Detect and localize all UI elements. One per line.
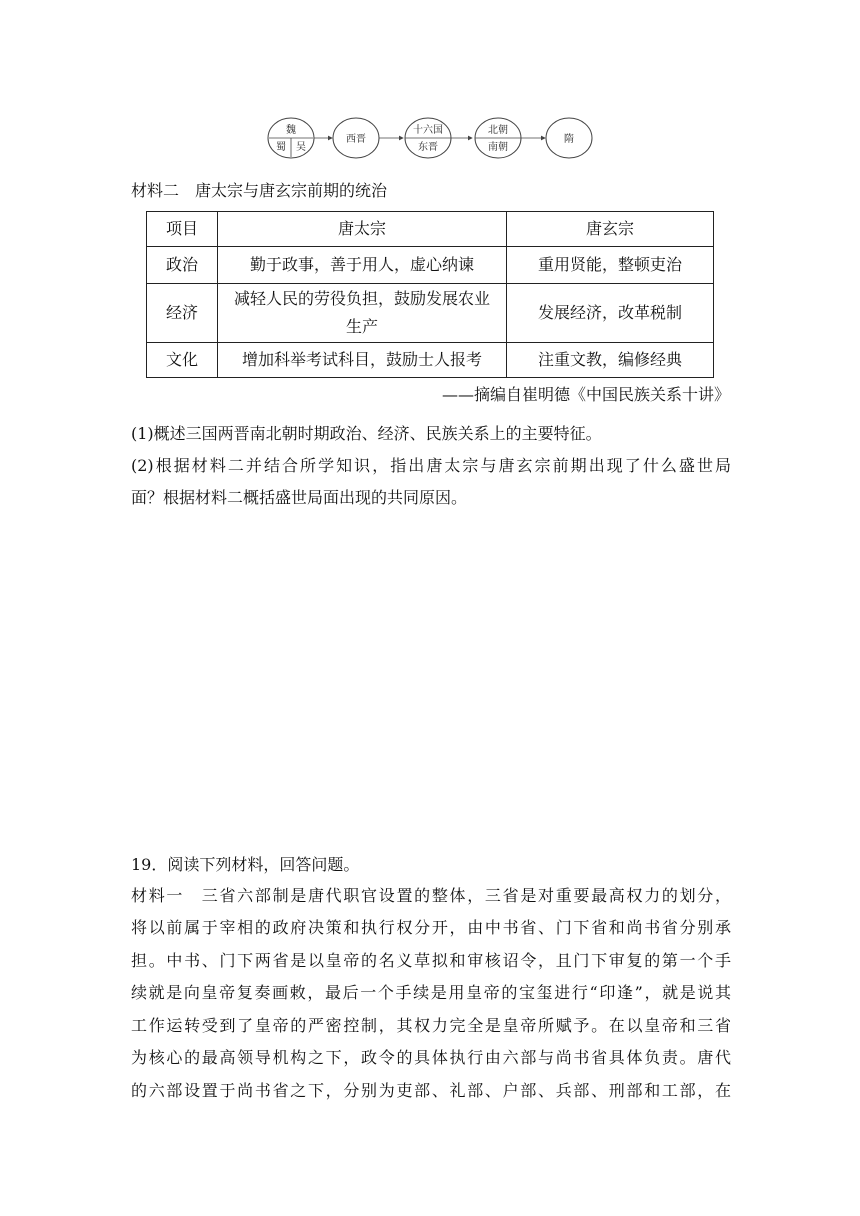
q19-line: 为核心的最高领导机构之下，政令的具体执行由六部与尚书省具体负责。唐代 bbox=[131, 1048, 731, 1067]
q19-line: 的六部设置于尚书省之下，分别为吏部、礼部、户部、兵部、刑部和工部，在 bbox=[131, 1081, 731, 1100]
q19-line: 续就是向皇帝复奏画敕，最后一个手续是用皇帝的宝玺进行“印逢”，就是说其 bbox=[131, 983, 731, 1002]
flow-node-5 bbox=[546, 118, 592, 158]
flow-node-3-top: 十六国 bbox=[413, 125, 443, 136]
flow-node-2-label: 西晋 bbox=[346, 134, 366, 145]
table-header-row bbox=[147, 212, 714, 247]
flow-node-3-bottom: 东晋 bbox=[418, 142, 438, 153]
header-item: 项目 bbox=[147, 212, 218, 247]
question-19-stem: 19．阅读下列材料，回答问题。 bbox=[131, 855, 360, 874]
table-row bbox=[147, 343, 714, 378]
row-culture-item: 文化 bbox=[147, 343, 218, 378]
question-1: (1)概述三国两晋南北朝时期政治、经济、民族关系上的主要特征。 bbox=[131, 424, 602, 443]
question-2-line2: 面？根据材料二概括盛世局面出现的共同原因。 bbox=[131, 488, 468, 507]
reign-comparison-table bbox=[146, 211, 714, 378]
flow-node-1-top: 魏 bbox=[286, 125, 296, 136]
row-economy-taizong bbox=[218, 284, 507, 343]
header-taizong: 唐太宗 bbox=[218, 212, 507, 247]
flow-node-1-bottom-right: 吴 bbox=[296, 142, 306, 153]
header-xuanzong: 唐玄宗 bbox=[507, 212, 714, 247]
flow-node-1 bbox=[268, 118, 314, 158]
row-culture-xuanzong: 注重文教，编修经典 bbox=[507, 343, 714, 378]
flow-node-4-bottom: 南朝 bbox=[488, 142, 508, 153]
flow-node-5-label: 隋 bbox=[564, 134, 574, 145]
material2-source: ——摘编自崔明德《中国民族关系十讲》 bbox=[441, 385, 730, 404]
q19-line: 担。中书、门下两省是以皇帝的名义草拟和审核诏令，且门下审复的第一个手 bbox=[131, 951, 731, 970]
table-row bbox=[147, 284, 714, 343]
row-economy-taizong-line1: 减轻人民的劳役负担，鼓励发展农业 bbox=[233, 289, 490, 308]
flow-node-3 bbox=[405, 118, 451, 158]
row-politics-xuanzong: 重用贤能，整顿吏治 bbox=[507, 247, 714, 284]
flow-node-2 bbox=[333, 118, 379, 158]
flow-node-4 bbox=[475, 118, 521, 158]
q19-line: 工作运转受到了皇帝的严密控制，其权力完全是皇帝所赋予。在以皇帝和三省 bbox=[131, 1016, 731, 1035]
q19-line: 材料一 三省六部制是唐代职官设置的整体，三省是对重要最高权力的划分， bbox=[131, 886, 731, 905]
material2-heading: 材料二 唐太宗与唐玄宗前期的统治 bbox=[131, 181, 388, 200]
row-culture-taizong: 增加科举考试科目，鼓励士人报考 bbox=[218, 343, 507, 378]
row-economy-taizong-line2: 生产 bbox=[345, 317, 378, 336]
row-politics-taizong: 勤于政事，善于用人，虚心纳谏 bbox=[218, 247, 507, 284]
q19-line: 将以前属于宰相的政府决策和执行权分开，由中书省、门下省和尚书省分别承 bbox=[131, 918, 731, 937]
flow-node-4-top: 北朝 bbox=[488, 125, 508, 136]
question-2-line1: (2)根据材料二并结合所学知识，指出唐太宗与唐玄宗前期出现了什么盛世局 bbox=[131, 456, 731, 475]
row-economy-xuanzong: 发展经济，改革税制 bbox=[507, 284, 714, 343]
row-politics-item: 政治 bbox=[147, 247, 218, 284]
table-row bbox=[147, 247, 714, 284]
row-economy-item: 经济 bbox=[147, 284, 218, 343]
flow-node-1-bottom-left: 蜀 bbox=[276, 142, 286, 153]
dynasty-flow-diagram bbox=[266, 115, 596, 161]
